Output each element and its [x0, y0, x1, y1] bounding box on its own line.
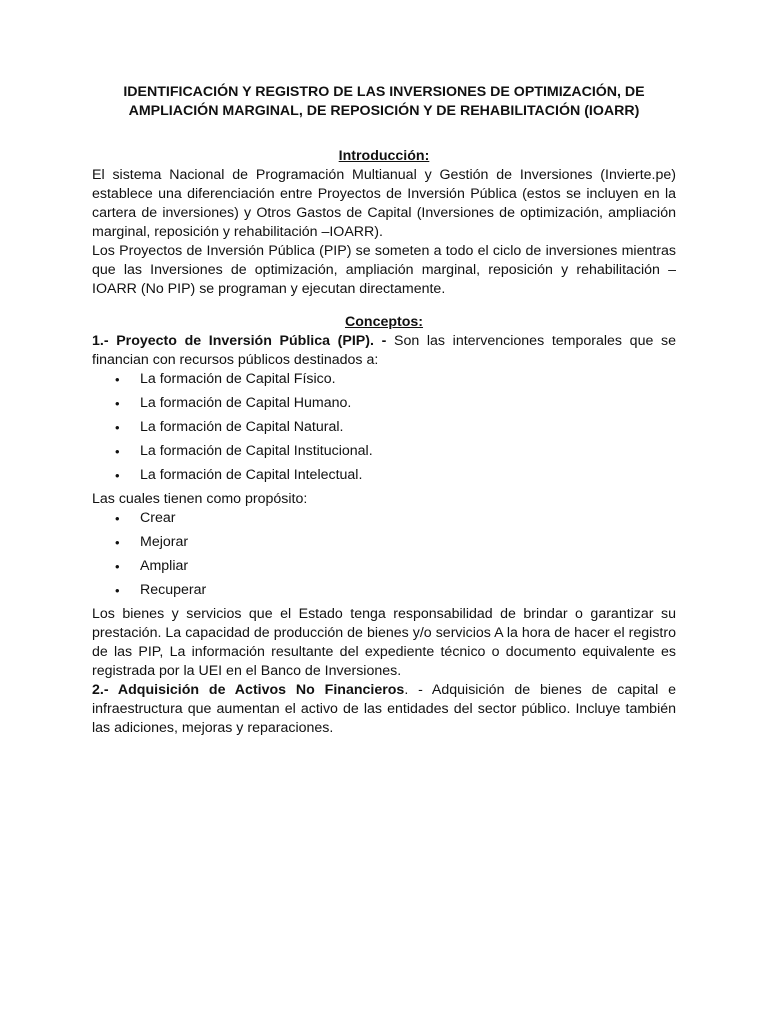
bullet-icon: • — [115, 420, 120, 435]
activos-definition-paragraph — [92, 681, 676, 738]
purpose-intro: Las cuales tienen como propósito: — [92, 491, 308, 507]
activos-term: 2.- Adquisición de Activos No Financieros — [92, 682, 405, 698]
list-item-text: Recuperar — [140, 582, 207, 598]
list-item — [92, 509, 676, 533]
list-item — [92, 370, 676, 394]
bullet-icon: • — [115, 511, 120, 526]
pip-definition: Son las intervenciones temporales que se financian con recursos públicos destinados a: — [92, 333, 676, 368]
bullet-icon: • — [115, 372, 120, 387]
list-item-text: La formación de Capital Humano. — [140, 395, 352, 411]
capital-formation-list — [92, 370, 676, 490]
document-page — [92, 83, 676, 738]
bullet-icon: • — [115, 559, 120, 574]
bullet-icon: • — [115, 535, 120, 550]
list-item-text: La formación de Capital Natural. — [140, 419, 344, 435]
pip-definition-paragraph — [92, 332, 676, 370]
list-item — [92, 394, 676, 418]
list-item — [92, 581, 676, 605]
purpose-list — [92, 509, 676, 605]
list-item-text: Mejorar — [140, 534, 189, 550]
bullet-icon: • — [115, 468, 120, 483]
document-title: IDENTIFICACIÓN Y REGISTRO DE LAS INVERSIONES DE OPTIMIZACIÓN, DE AMPLIACIÓN MARGINAL, DE REPOSICIÓN Y DE REHABILITACIÓN (IOARR) — [123, 84, 645, 119]
bullet-icon: • — [115, 583, 120, 598]
list-item-text: La formación de Capital Físico. — [140, 371, 336, 387]
list-item-text: La formación de Capital Institucional. — [140, 443, 373, 459]
concepts-heading: Conceptos: — [344, 314, 424, 330]
pip-term: 1.- Proyecto de Inversión Pública (PIP). - — [92, 333, 387, 349]
list-item-text: Crear — [140, 510, 176, 526]
introduction-paragraph: El sistema Nacional de Programación Multianual y Gestión de Inversiones (Invierte.pe) establece una diferenciación entre Proyectos de Inversión Pública (estos se incluyen en la cartera de inversiones) y Otros Gastos de Capital (Inversiones de optimización, ampliación marginal, reposición y rehabilitación –IOARR). — [92, 167, 676, 240]
introduction-heading: Introducción: — [338, 148, 430, 164]
list-item — [92, 557, 676, 581]
list-item-text: Ampliar — [140, 558, 189, 574]
list-item — [92, 466, 676, 490]
list-item — [92, 533, 676, 557]
bullet-icon: • — [115, 396, 120, 411]
list-item — [92, 442, 676, 466]
bullet-icon: • — [115, 444, 120, 459]
list-item-text: La formación de Capital Intelectual. — [140, 467, 363, 483]
activos-definition: . - Adquisición de bienes de capital e infraestructura que aumentan el activo de las entidades del sector público. Incluye también las adiciones, mejoras y reparaciones. — [92, 682, 676, 736]
introduction-paragraph: Los Proyectos de Inversión Pública (PIP) se someten a todo el ciclo de inversiones mientras que las Inversiones de optimización, ampliación marginal, reposición y rehabilitación –IOARR (No PIP) se programan y ejecutan directamente. — [92, 243, 676, 297]
list-item — [92, 418, 676, 442]
pip-closing-paragraph: Los bienes y servicios que el Estado tenga responsabilidad de brindar o garantizar su prestación. La capacidad de producción de bienes y/o servicios A la hora de hacer el registro de las PIP, La información resultante del expediente técnico o documento equivalente es registrada por la UEI en el Banco de Inversiones. — [92, 606, 676, 679]
